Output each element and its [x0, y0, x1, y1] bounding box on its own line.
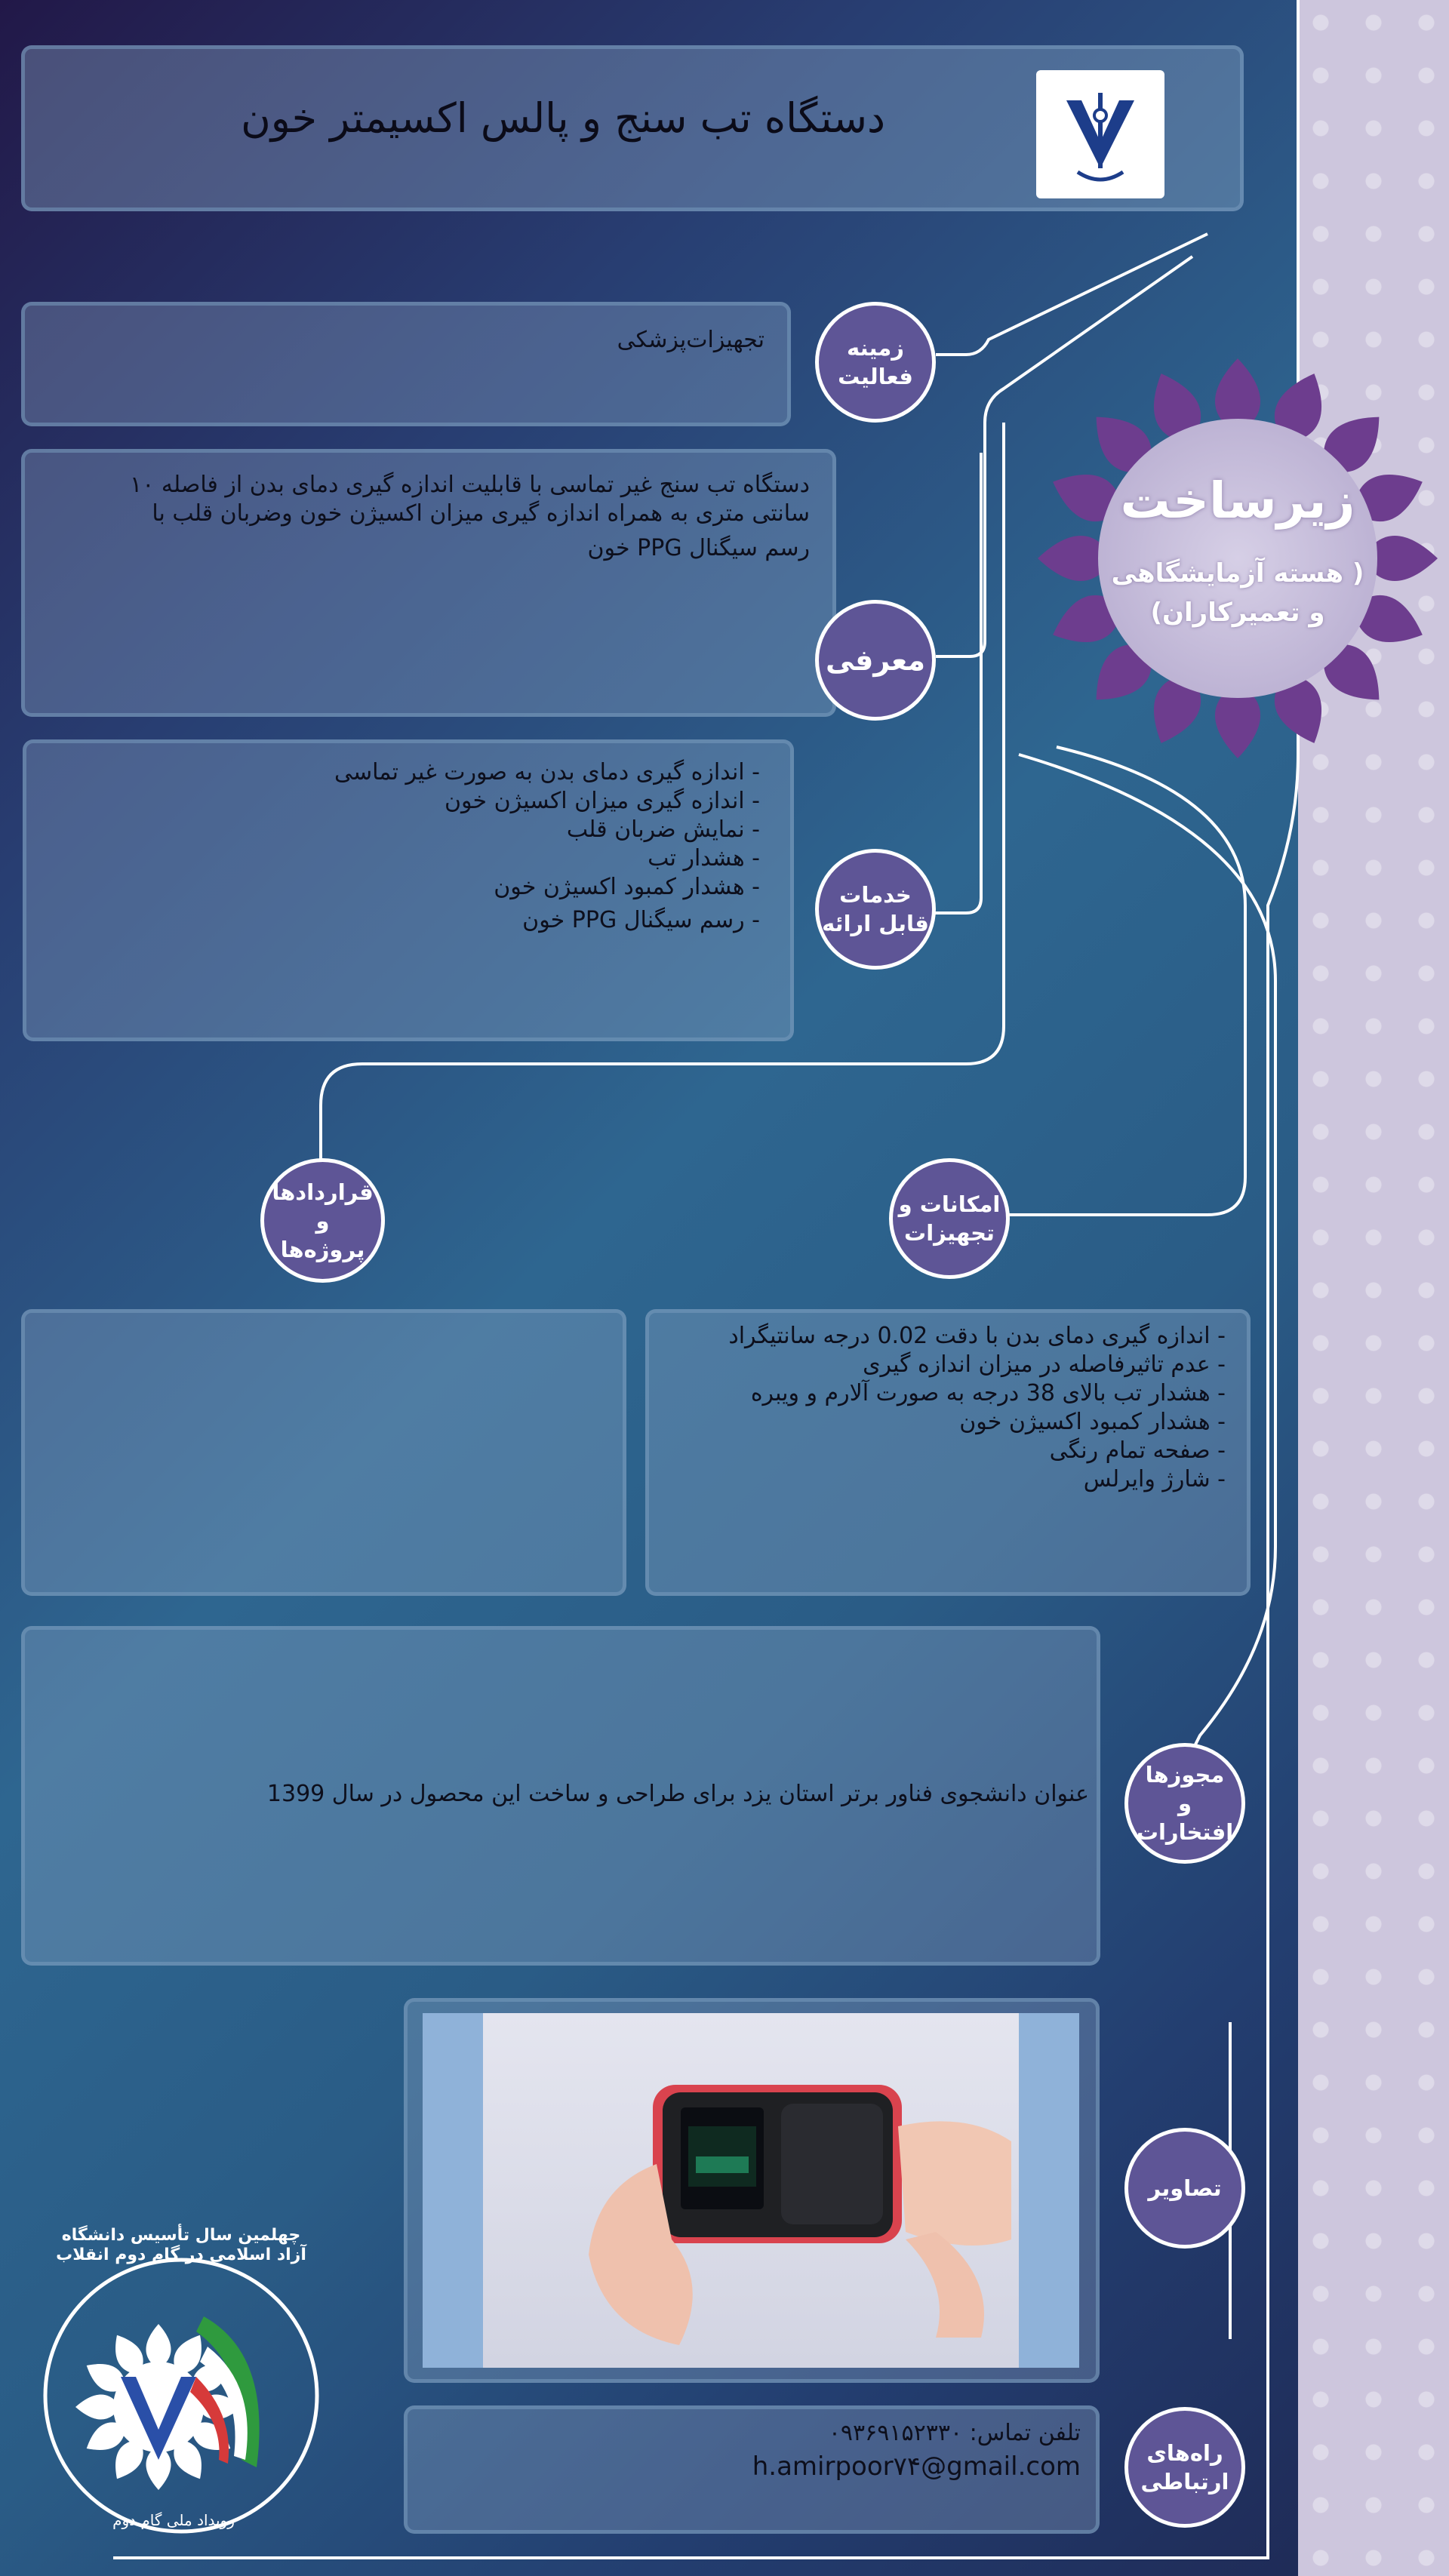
service-item: - هشدار کمبود اکسیژن خون [494, 874, 760, 900]
field-panel [21, 302, 791, 426]
intro-line-1: دستگاه تب سنج غیر تماسی با قابلیت اندازه گیری دمای بدن از فاصله ۱۰ [130, 472, 810, 498]
university-logo [1036, 70, 1164, 198]
contact-panel [404, 2405, 1100, 2534]
service-item: - اندازه گیری میزان اکسیژن خون [445, 788, 760, 814]
facilities-badge: امکانات و تجهیزات [889, 1158, 1010, 1279]
service-item: - نمایش ضربان قلب [566, 816, 760, 843]
intro-line-3: رسم سیگنال PPG خون [587, 535, 810, 561]
facility-item: - صفحه تمام رنگی [1049, 1437, 1226, 1464]
facility-item: - هشدار کمبود اکسیژن خون [959, 1409, 1226, 1435]
intro-panel [21, 449, 836, 717]
services-badge: خدمات قابل ارائه [815, 849, 936, 970]
intro-line-2: سانتی متری به همراه اندازه گیری میزان اکسیژن خون وضربان قلب با [152, 500, 810, 527]
hub-subtitle-line2: و تعمیرکاران) [1150, 598, 1325, 628]
service-item: - رسم سیگنال PPG خون [522, 907, 760, 933]
facilities-list [728, 1322, 1226, 1494]
contact-email[interactable]: h.amirpoor۷۴@gmail.com [752, 2452, 1081, 2482]
contact-badge: راه‌های ارتباطی [1124, 2407, 1245, 2528]
images-badge: تصاویر [1124, 2128, 1245, 2249]
infrastructure-hub [1034, 355, 1441, 762]
services-panel [23, 739, 794, 1041]
services-list [334, 758, 760, 935]
facility-item: - هشدار تب بالای 38 درجه به صورت آلارم و ویبره [750, 1380, 1226, 1406]
field-badge: زمینه فعالیت [815, 302, 936, 423]
facility-item: - عدم تاثیرفاصله در میزان اندازه گیری [863, 1351, 1226, 1378]
contact-phone: تلفن تماس: ۰۹۳۶۹۱۵۲۳۳۰ [828, 2420, 1081, 2446]
hub-subtitle-line1: ( هسته آزمایشگاهی [1111, 558, 1364, 589]
header-panel [21, 45, 1244, 211]
page-title: دستگاه تب سنج و پالس اکسیمتر خون [241, 94, 885, 142]
service-item: - اندازه گیری دمای بدن به صورت غیر تماسی [334, 759, 760, 785]
contracts-badge: قراردادها و پروژه‌ها [260, 1158, 385, 1283]
product-photo [423, 2013, 1079, 2368]
licenses-text: عنوان دانشجوی فناور برتر استان یزد برای طراحی و ساخت این محصول در سال 1399 [266, 1781, 1089, 1807]
contracts-panel [21, 1309, 626, 1596]
field-text: تجهیزات‌پزشکی [617, 327, 764, 353]
service-item: - هشدار تب [648, 845, 760, 871]
licenses-badge: مجوزها و افتخارات [1124, 1743, 1245, 1864]
licenses-panel [21, 1626, 1100, 1966]
anniversary-logo-icon [30, 2233, 332, 2550]
facilities-panel [645, 1309, 1251, 1596]
hub-title: زیرساخت [1120, 472, 1355, 530]
facility-item: - اندازه گیری دمای بدن با دقت 0.02 درجه سانتیگراد [728, 1323, 1226, 1349]
facility-item: - شارژ وایرلس [1083, 1466, 1226, 1492]
intro-badge: معرفی [815, 600, 936, 721]
anniversary-emblem [30, 2226, 332, 2550]
emblem-caption: رویداد ملی گام دوم [112, 2511, 235, 2529]
images-panel [404, 1998, 1100, 2383]
emblem-arc-text: چهلمین سال تأسیس دانشگاه آزاد اسلامی در گام دوم انقلاب [56, 2226, 306, 2264]
